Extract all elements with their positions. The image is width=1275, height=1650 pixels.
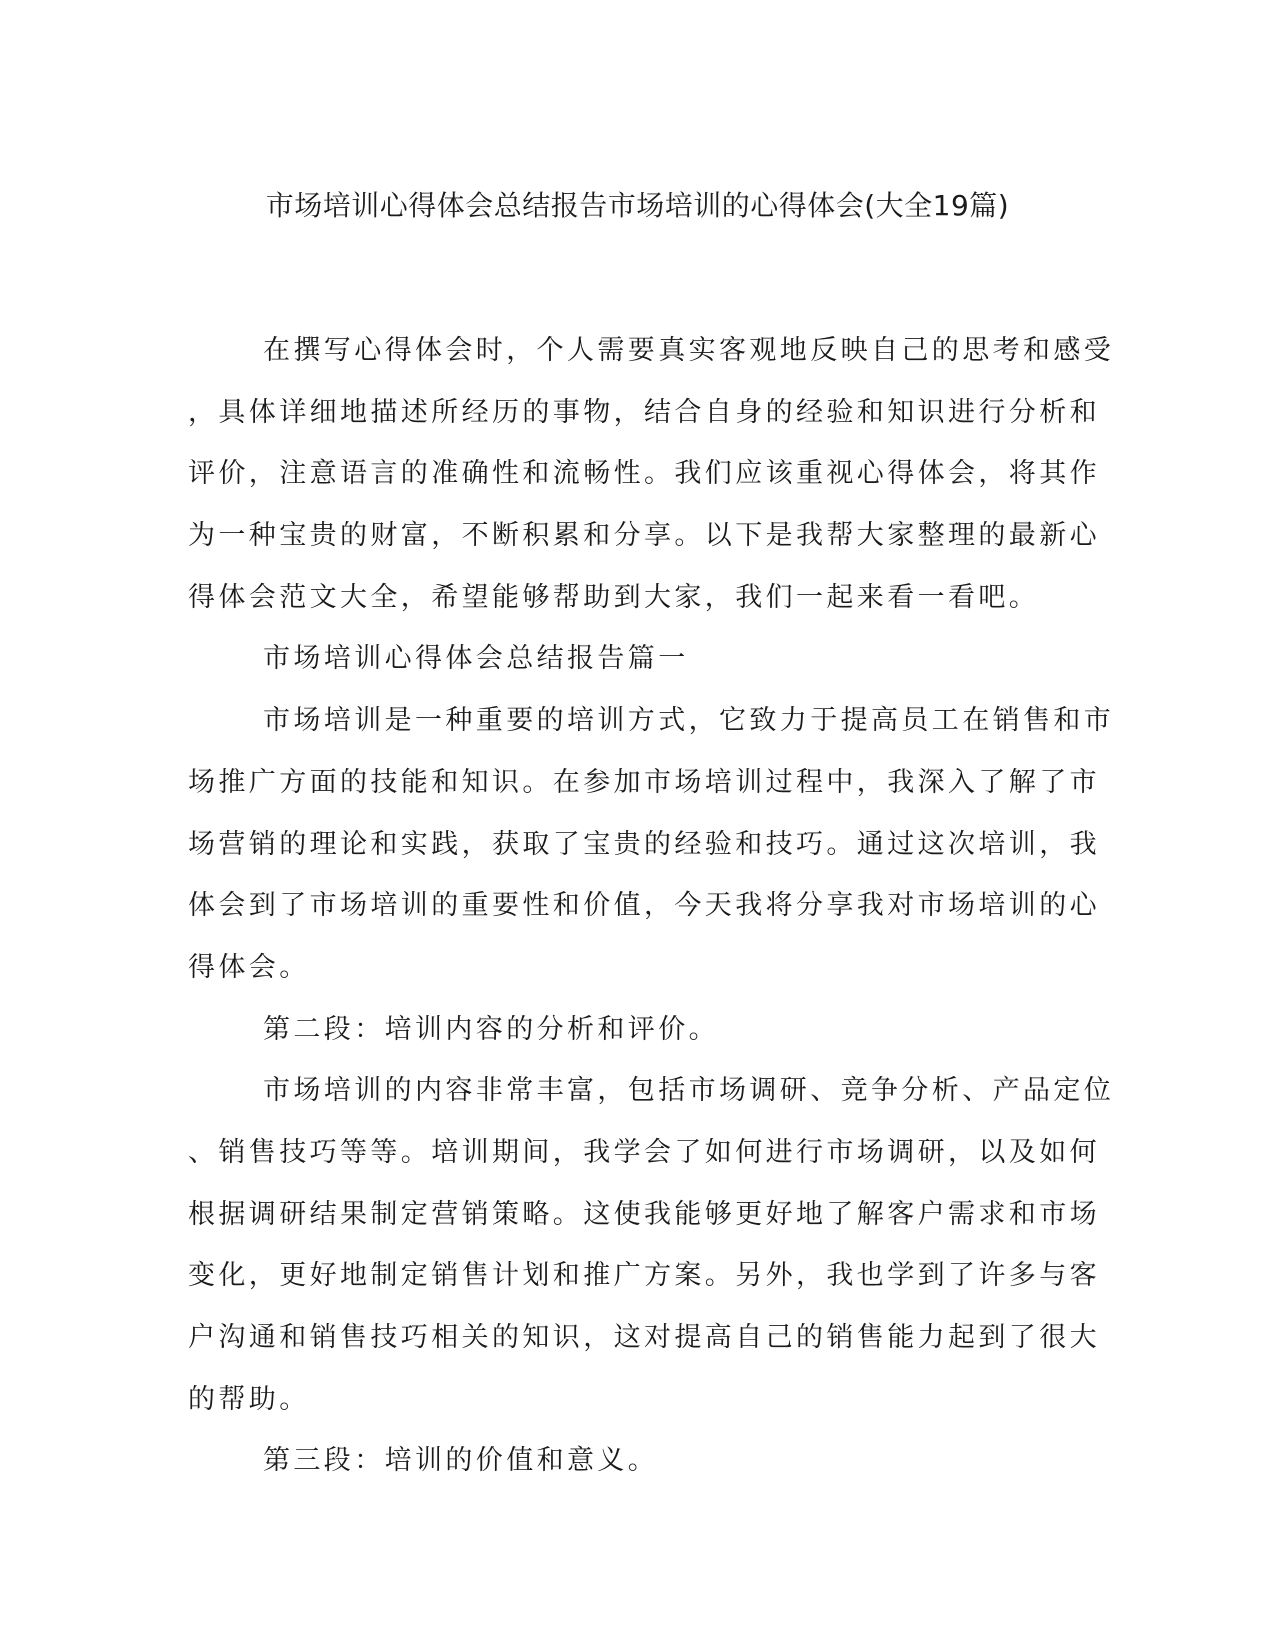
- text-line: 市场培训的内容非常丰富，包括市场调研、竞争分析、产品定位: [263, 1075, 1115, 1107]
- text-line: 、销售技巧等等。培训期间，我学会了如何进行市场调研，以及如何: [188, 1136, 1100, 1168]
- document-body: [188, 331, 1115, 1503]
- text-line: 市场培训是一种重要的培训方式，它致力于提高员工在销售和市: [263, 705, 1115, 737]
- text-line: 在撰写心得体会时，个人需要真实客观地反映自己的思考和感受: [263, 335, 1115, 366]
- text-line: 的帮助。: [188, 1383, 310, 1415]
- section-heading: 第三段：培训的价值和意义。: [263, 1445, 659, 1477]
- text-line: 户沟通和销售技巧相关的知识，这对提高自己的销售能力起到了很大: [188, 1322, 1100, 1353]
- text-line: 为一种宝贵的财富，不断积累和分享。以下是我帮大家整理的最新心: [188, 520, 1100, 552]
- text-line: 得体会范文大全，希望能够帮助到大家，我们一起来看一看吧。: [188, 581, 1040, 613]
- document-title: 市场培训心得体会总结报告市场培训的心得体会(大全19篇): [265, 189, 1010, 222]
- text-line: ，具体详细地描述所经历的事物，结合自身的经验和知识进行分析和: [188, 396, 1100, 428]
- text-line: 评价，注意语言的准确性和流畅性。我们应该重视心得体会，将其作: [188, 458, 1100, 490]
- text-line: 体会到了市场培训的重要性和价值，今天我将分享我对市场培训的心: [188, 890, 1100, 922]
- text-line: 场推广方面的技能和知识。在参加市场培训过程中，我深入了解了市: [188, 766, 1100, 798]
- section-heading: 第二段：培训内容的分析和评价。: [263, 1013, 719, 1045]
- text-line: 得体会。: [188, 951, 310, 983]
- text-line: 根据调研结果制定营销策略。这使我能够更好地了解客户需求和市场: [188, 1198, 1100, 1230]
- text-line: 变化，更好地制定销售计划和推广方案。另外，我也学到了许多与客: [188, 1260, 1100, 1292]
- text-line: 场营销的理论和实践，获取了宝贵的经验和技巧。通过这次培训，我: [188, 828, 1100, 860]
- section-heading: 市场培训心得体会总结报告篇一: [263, 643, 689, 675]
